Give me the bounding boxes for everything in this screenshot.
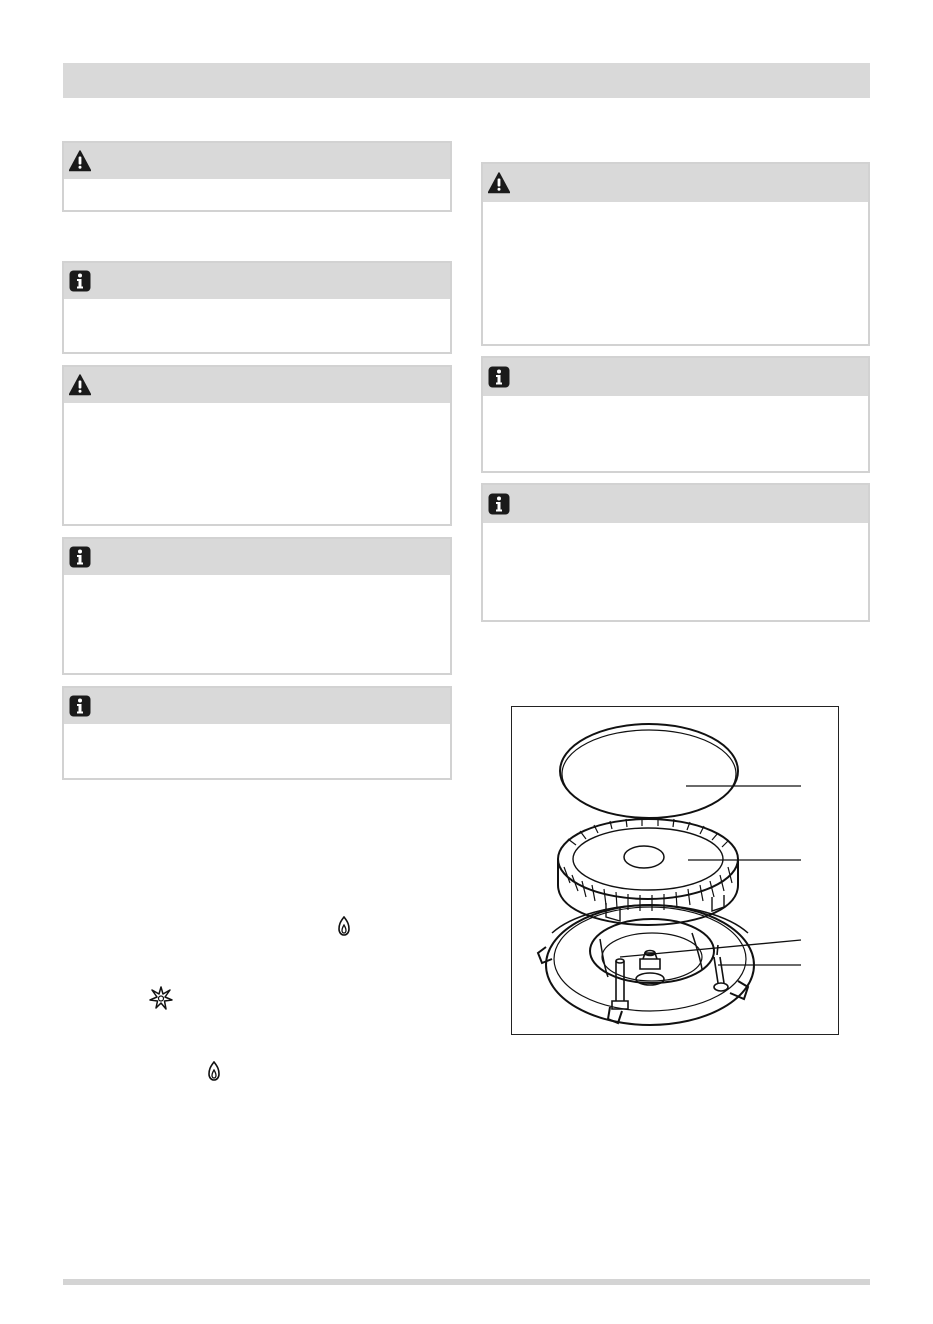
info-notice-4	[481, 356, 870, 473]
burner-drawing	[512, 707, 838, 1034]
info-notice-header	[64, 539, 450, 575]
info-notice-header	[483, 358, 868, 396]
info-notice-1	[62, 261, 452, 354]
warning-triangle-icon	[69, 150, 91, 172]
section-header-bar	[63, 63, 870, 98]
info-notice-header	[64, 688, 450, 724]
burner-crown	[558, 819, 738, 925]
warning-triangle-icon	[69, 374, 91, 396]
info-notice-2	[62, 537, 452, 675]
info-icon	[488, 366, 510, 388]
burner-cap	[560, 724, 738, 818]
burner-exploded-diagram	[511, 706, 839, 1035]
info-notice-5	[481, 483, 870, 622]
ignition-candle	[714, 945, 728, 991]
warning-notice-2	[62, 365, 452, 526]
info-icon	[69, 546, 91, 568]
flame-symbol-icon	[337, 916, 351, 936]
info-notice-header	[483, 485, 868, 523]
info-notice-header	[64, 263, 450, 299]
info-notice-3	[62, 686, 452, 780]
ignition-spark-icon	[149, 986, 173, 1010]
warning-notice-header	[64, 367, 450, 403]
warning-triangle-icon	[488, 172, 510, 194]
info-icon	[69, 695, 91, 717]
warning-notice-1	[62, 141, 452, 212]
thermocouple	[612, 959, 628, 1009]
info-icon	[488, 493, 510, 515]
warning-notice-header	[64, 143, 450, 179]
burner-crown-slots	[564, 818, 732, 911]
warning-notice-header	[483, 164, 868, 202]
page-footer-bar	[63, 1279, 870, 1285]
info-icon	[69, 270, 91, 292]
warning-notice-3	[481, 162, 870, 346]
flame-symbol-icon	[207, 1061, 221, 1081]
